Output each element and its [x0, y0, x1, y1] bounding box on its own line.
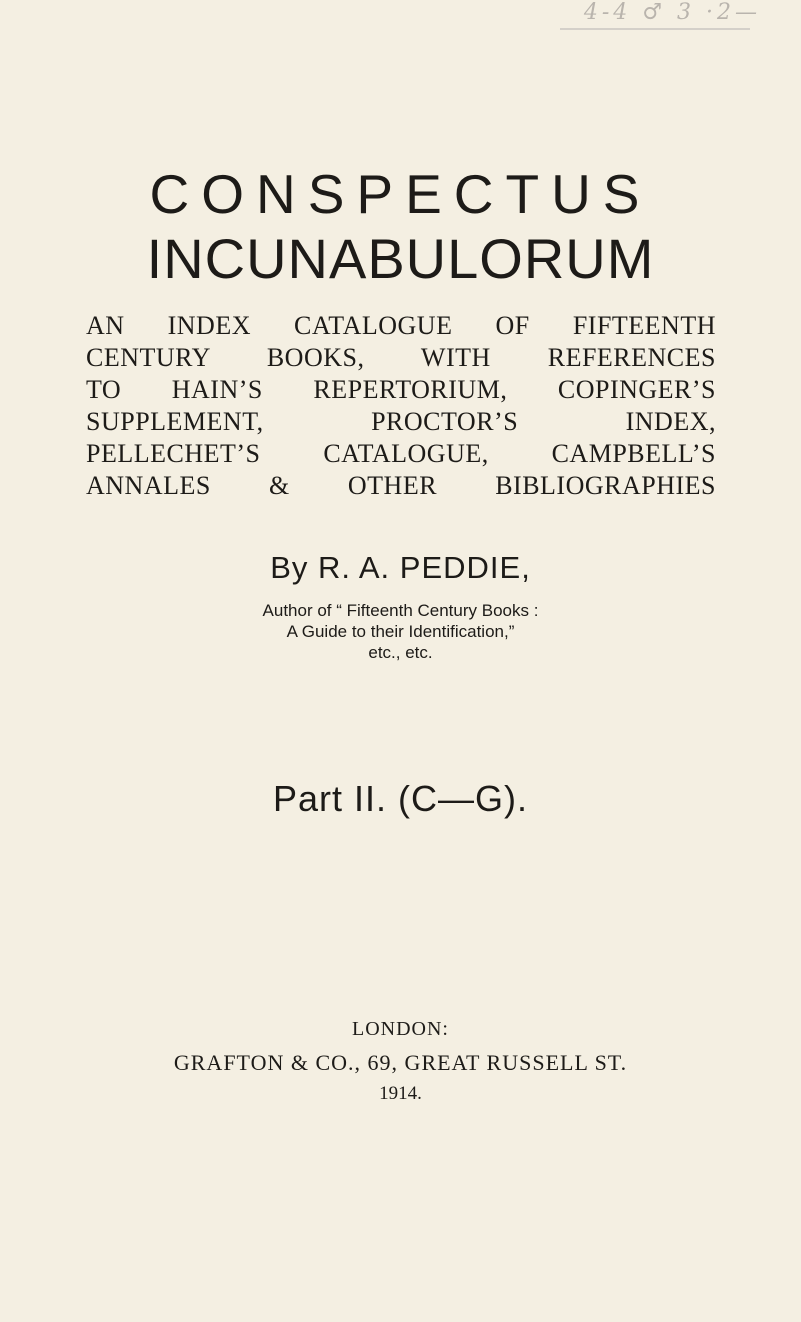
subtitle-line: SUPPLEMENT, PROCTOR’S INDEX,: [86, 407, 716, 436]
author-description-line: etc., etc.: [368, 643, 433, 662]
shelfmark-annotation: 4-4 ♂ 3 ·2—: [583, 0, 761, 25]
author-description: [0, 600, 801, 663]
title-line-2: INCUNABULORUM: [146, 227, 655, 290]
author-description-line: Author of “ Fifteenth Century Books :: [262, 601, 539, 620]
part-designation: Part II. (C—G).: [272, 778, 528, 819]
subtitle-line: ANNALES & OTHER BIBLIOGRAPHIES: [86, 471, 716, 500]
imprint-city: LONDON:: [352, 1018, 449, 1040]
title-line-1: CONSPECTUS: [149, 163, 652, 225]
subtitle-line: TO HAIN’S REPERTORIUM, COPINGER’S: [86, 375, 716, 404]
author-description-line: A Guide to their Identification,”: [286, 622, 515, 641]
author-byline: By R. A. PEDDIE,: [270, 550, 531, 585]
imprint-year: 1914.: [379, 1083, 422, 1104]
subtitle-line: AN INDEX CATALOGUE OF FIFTEENTH: [86, 311, 716, 340]
imprint-publisher: GRAFTON & CO., 69, GREAT RUSSELL ST.: [173, 1050, 628, 1075]
subtitle-block: [86, 310, 716, 502]
subtitle-line: CENTURY BOOKS, WITH REFERENCES: [86, 343, 716, 372]
shelfmark-underline: [560, 28, 750, 30]
subtitle-line: PELLECHET’S CATALOGUE, CAMPBELL’S: [86, 439, 716, 468]
